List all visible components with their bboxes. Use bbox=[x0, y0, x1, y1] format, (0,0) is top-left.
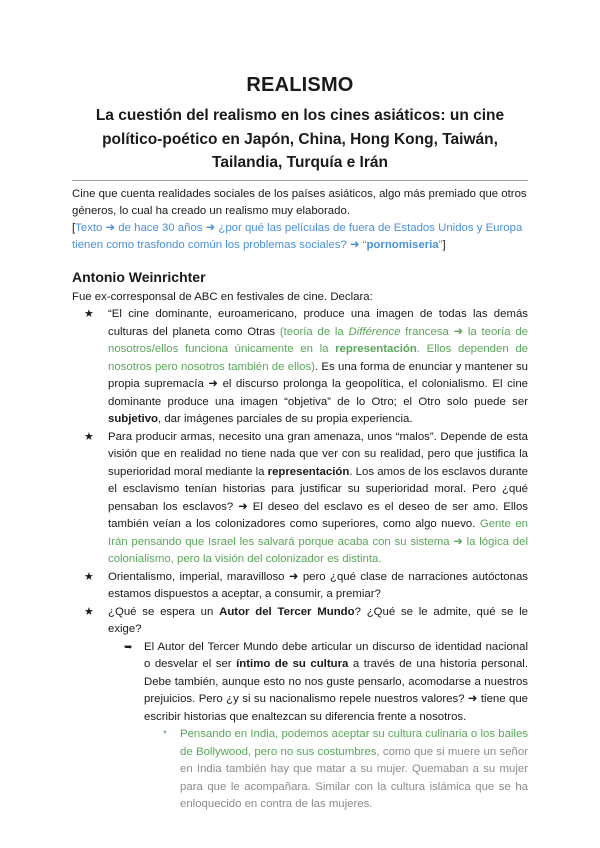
b4-text-2: ? ¿Qué se le admite, qué se le exige? bbox=[108, 605, 528, 635]
bullet-list bbox=[72, 306, 528, 814]
b1-green-italic: Différence bbox=[348, 325, 401, 338]
note-close-bracket: ] bbox=[442, 239, 446, 251]
b1-bold-term: subjetivo bbox=[108, 413, 159, 425]
b2-bold-term: representación bbox=[267, 465, 350, 478]
b1-green-3: . Ellos dependen de nosotros pero nosotros también de ellos) bbox=[108, 343, 529, 373]
sub-sub-list-item bbox=[144, 726, 528, 814]
document-title: REALISMO bbox=[246, 74, 354, 96]
section-lead: Fue ex-corresponsal de ABC en festivales de cine. Declara: bbox=[72, 291, 373, 303]
intro-paragraph: Cine que cuenta realidades sociales de los países asiáticos, algo más premiado que otros géneros, lo cual ha creado un realismo muy elaborado. bbox=[72, 188, 527, 217]
arrow-bullet-icon: ➥ bbox=[124, 641, 133, 653]
b1-green-2: francesa ➜ la teoría de nosotros/ellos funciona únicamente en la bbox=[108, 325, 529, 355]
b2-text-1: Para producir armas, necesito una gran amenaza, unos “malos”. Depende de esta visión que en realidad no tiene nada que ver con su realidad, pero que justifica la superioridad moral mediante la bbox=[108, 430, 528, 478]
bullet-4-text bbox=[108, 604, 528, 639]
b4-text-1: ¿Qué se espera un bbox=[108, 605, 220, 618]
subsub-green-text: Pensando en India, podemos aceptar su cultura culinaria o los bailes de Bollywood, pero no sus costumbres bbox=[180, 728, 528, 758]
list-item bbox=[72, 569, 528, 604]
list-item bbox=[72, 604, 528, 814]
list-item bbox=[72, 306, 528, 429]
note-open-bracket: [ bbox=[72, 222, 76, 234]
b1-green-1: (teoría de la bbox=[279, 325, 349, 338]
sub-bold-term: íntimo de su cultura bbox=[236, 658, 349, 670]
asterisk-bullet-icon: * bbox=[163, 729, 167, 740]
sub-item-text bbox=[144, 639, 528, 727]
star-bullet-icon: ★ bbox=[84, 430, 94, 443]
bullet-1-text bbox=[108, 306, 528, 429]
b2-green-note: Gente en Irán pensando que Israel les salvará porque acaba con su sistema ➜ la lógica del colonialismo, pero la visión del colonizador es distinta. bbox=[108, 518, 528, 565]
subsub-gray-text: , como que si muere un señor en India también hay que matar a su mujer. Quemaban a su mujer para que le acompañara. Similar con la cultura islámica que se ha enloquecido en contra de las mujeres. bbox=[180, 745, 528, 810]
list-item bbox=[72, 429, 528, 569]
note-close-quote: ” bbox=[438, 239, 443, 251]
b1-text-2: . Es una forma de enunciar y mantener su propia supremacía ➜ el discurso prolonga la geopolítica, el colonialismo. El cine dominante produce una imagen “objetiva” de lo Otro; el Otro solo puede ser bbox=[108, 360, 528, 408]
b1-green-bold: representación bbox=[335, 343, 417, 355]
sub-text-1: El Autor del Tercer Mundo debe articular un discurso de identidad nacional o desvelar el ser bbox=[144, 640, 528, 670]
section-heading: Antonio Weinrichter bbox=[72, 269, 206, 285]
note-bold-term: pornomiseria bbox=[366, 239, 439, 251]
b2-text-2: . Los amos de los esclavos durante el esclavismo tenían historias para justificar su superioridad moral. Pero ¿qué pensaban los esclavos? ➜ El deseo del esclavo es el deseo de ser amo. Ellos también veían a los colonizadores como superiores, como algo nuevo. bbox=[108, 465, 528, 530]
star-bullet-icon: ★ bbox=[84, 605, 94, 618]
sub-text-2: a través de una historia personal. Debe también, aunque esto no nos guste pensarlo, acomodarse a nuestros prejuicios. Pero ¿y si su nacionalismo repele nuestros valores? ➜ tiene que escribir historias que enaltezcan su diferencia frente a nosotros. bbox=[144, 658, 528, 723]
b1-text-3: , dar imágenes parciales de su propia experiencia. bbox=[158, 413, 413, 425]
b4-bold-term: Autor del Tercer Mundo bbox=[219, 605, 355, 618]
b1-text-1: “El cine dominante, euroamericano, produce una imagen de todas las demás culturas del planeta como Otras bbox=[108, 308, 528, 338]
sub-list-item bbox=[108, 639, 528, 814]
bullet-2-text bbox=[108, 429, 528, 569]
title-divider bbox=[72, 180, 528, 181]
bullet-3-text: Orientalismo, imperial, maravilloso ➜ pero ¿qué clase de narraciones autóctonas estamos dispuestos a aceptar, a consumir, a premiar? bbox=[108, 570, 528, 600]
bracketed-note bbox=[72, 220, 528, 254]
star-bullet-icon: ★ bbox=[84, 308, 94, 320]
note-text: Texto ➜ de hace 30 años ➜ ¿por qué las películas de fuera de Estados Unidos y Europa tienen como trasfondo común los problemas sociales? ➜ “ bbox=[72, 222, 523, 251]
document-subtitle: La cuestión del realismo en los cines asiáticos: un cine político-poético en Japón, China, Hong Kong, Taiwán, Tailandia, Turquía e Irán bbox=[95, 107, 505, 171]
star-bullet-icon: ★ bbox=[84, 570, 94, 583]
sub-sub-item-text bbox=[180, 726, 528, 814]
